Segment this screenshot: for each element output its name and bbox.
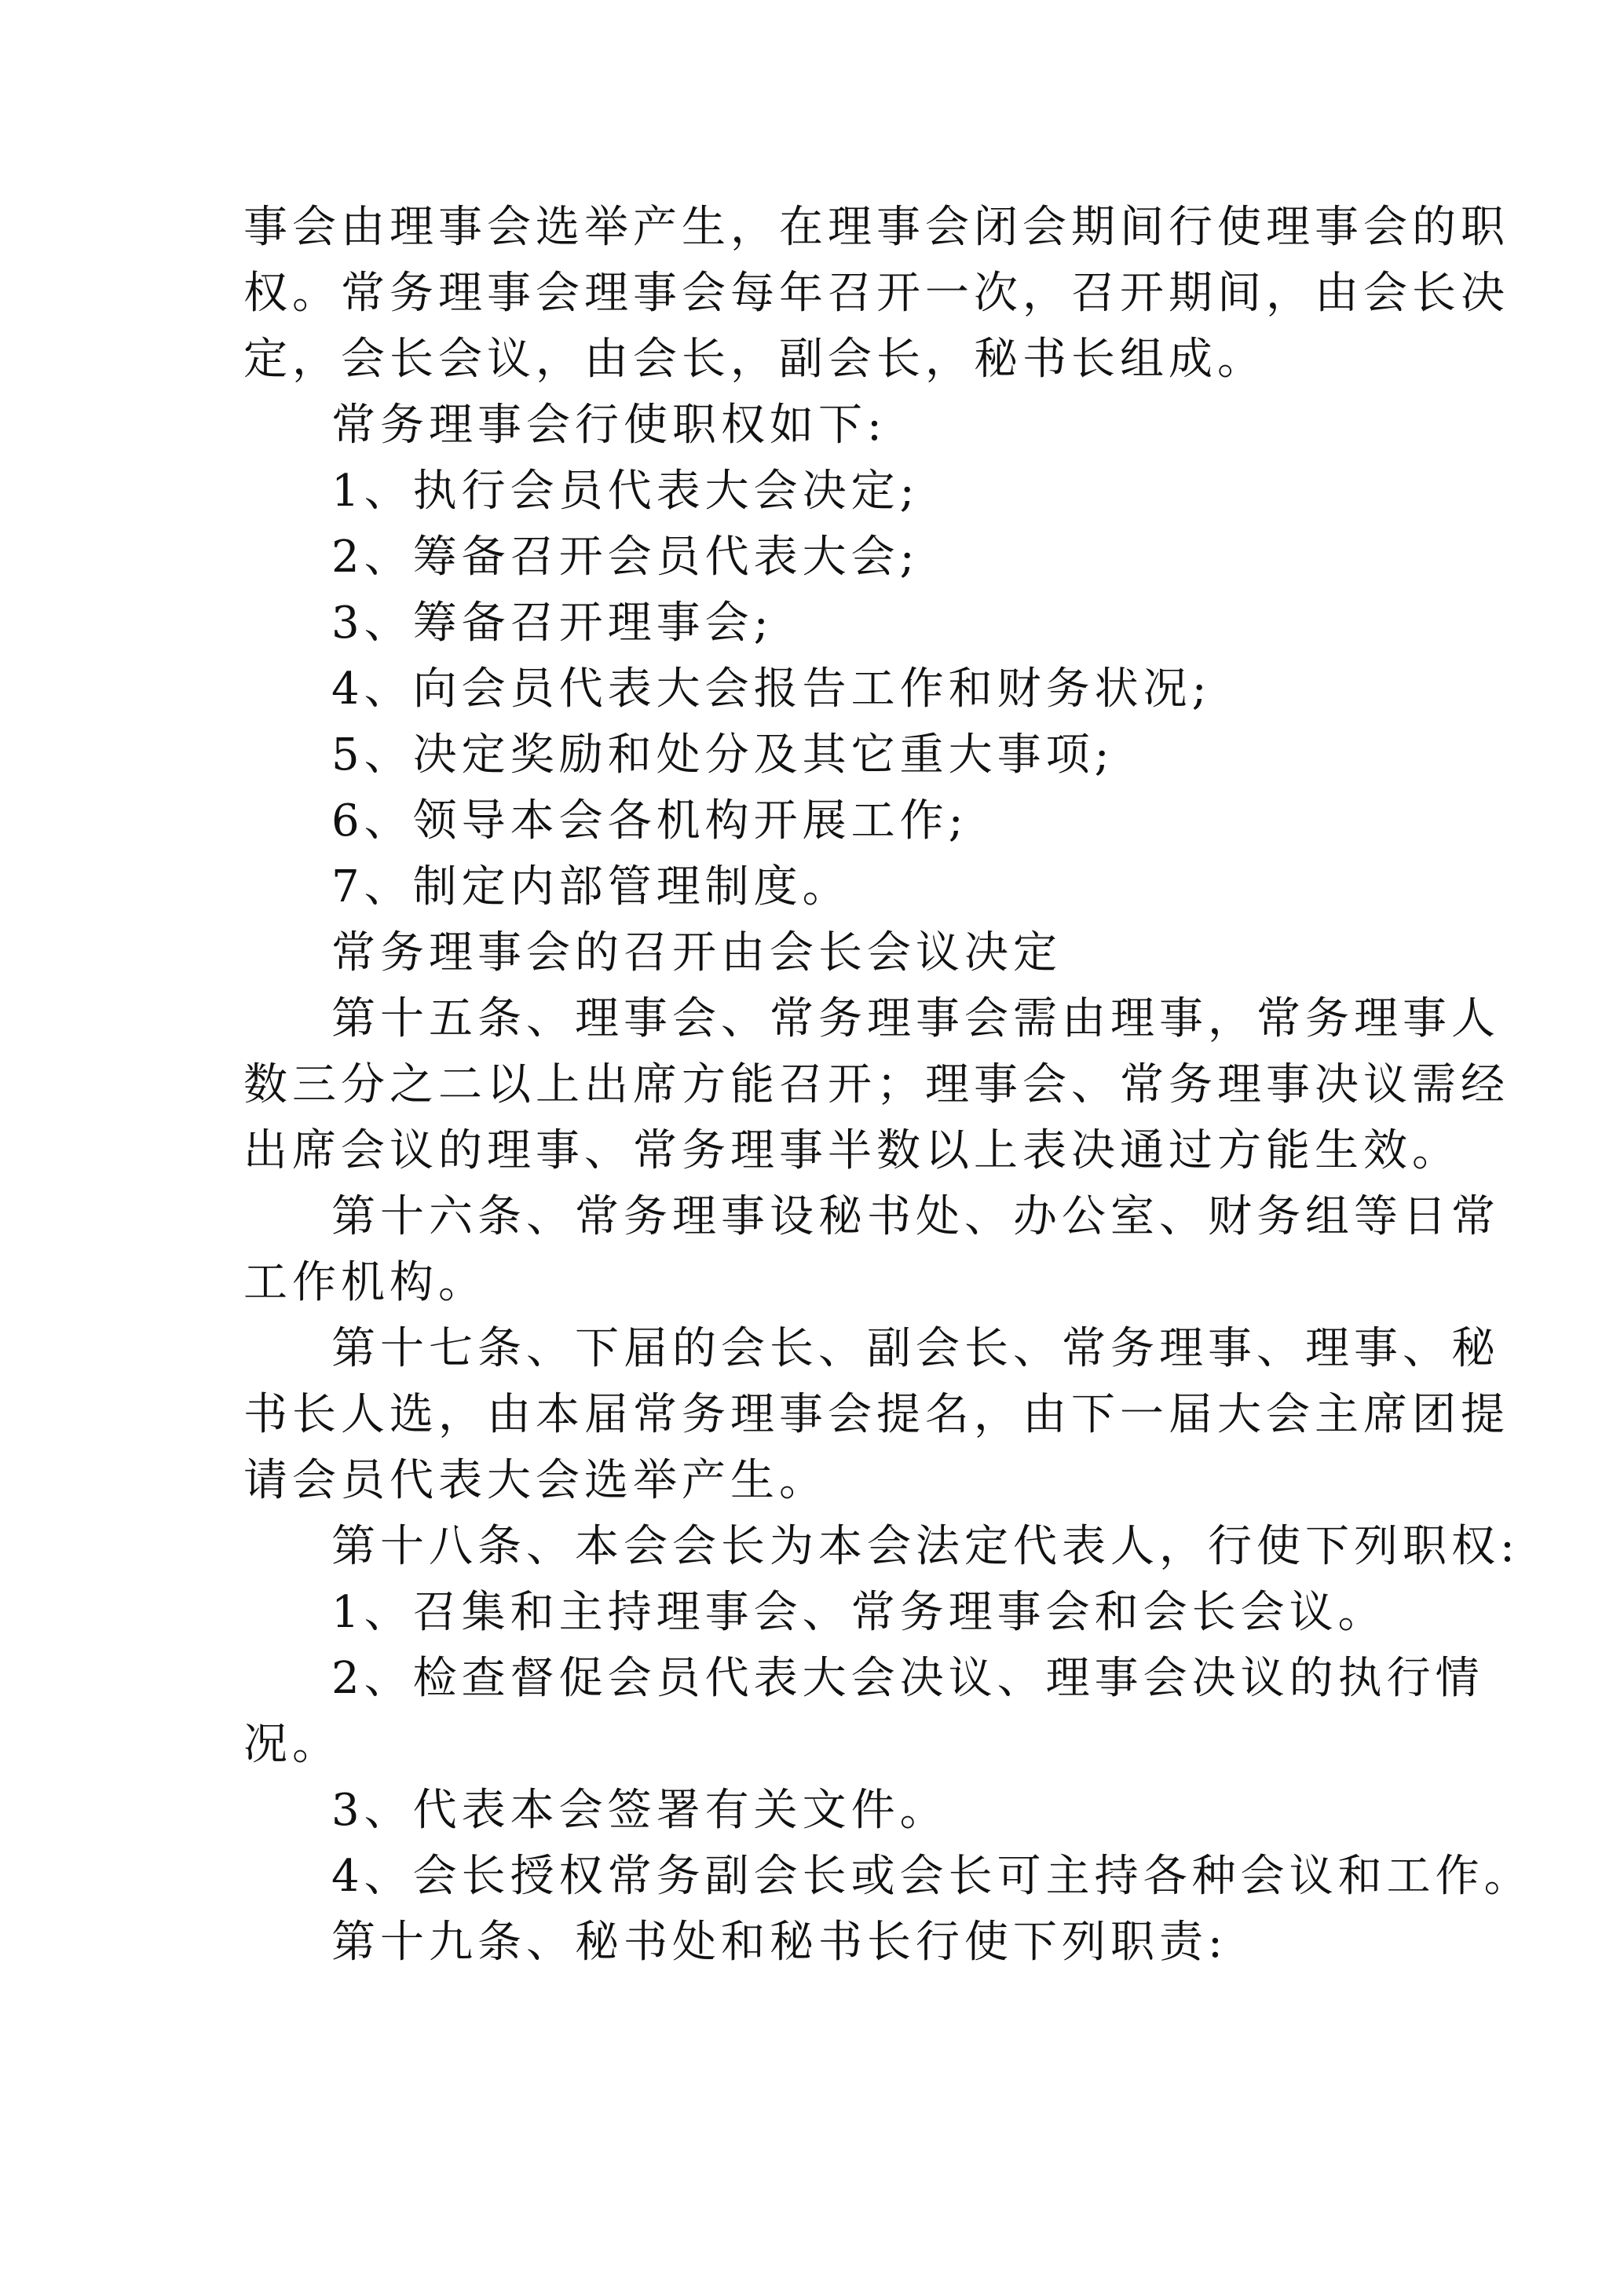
paragraph-line: 工作机构。 xyxy=(243,1257,487,1308)
paragraph-line: 出席会议的理事、常务理事半数以上表决通过方能生效。 xyxy=(243,1125,1461,1176)
paragraph-line: 权。常务理事会理事会每年召开一次，召开期间，由会长决 xyxy=(243,268,1509,319)
list-item: 2、筹备召开会员代表大会; xyxy=(331,532,920,583)
list-item: 4、会长授权常务副会长或会长可主持各种会议和工作。 xyxy=(331,1851,1533,1902)
paragraph-line: 常务理事会的召开由会长会议决定 xyxy=(331,927,1062,978)
list-item: 2、检查督促会员代表大会决议、理事会决议的执行情 xyxy=(331,1653,1484,1704)
article-heading-line: 第十五条、理事会、常务理事会需由理事，常务理事人 xyxy=(331,993,1500,1044)
list-item: 1、执行会员代表大会决定; xyxy=(331,466,920,517)
document-body xyxy=(243,195,1533,1976)
list-item: 6、领导本会各机构开展工作; xyxy=(331,795,968,846)
list-item: 3、代表本会签署有关文件。 xyxy=(331,1785,949,1836)
article-heading-line: 第十七条、下届的会长、副会长、常务理事、理事、秘 xyxy=(331,1323,1500,1374)
list-item: 3、筹备召开理事会; xyxy=(331,598,774,649)
paragraph-line: 请会员代表大会选举产生。 xyxy=(243,1455,828,1506)
paragraph-line: 定，会长会议，由会长，副会长，秘书长组成。 xyxy=(243,334,1266,385)
paragraph-line: 书长人选，由本届常务理事会提名，由下一届大会主席团提 xyxy=(243,1389,1509,1440)
list-item: 7、制定内部管理制度。 xyxy=(331,861,851,912)
paragraph-line: 数三分之二以上出席方能召开；理事会、常务理事决议需经 xyxy=(243,1059,1509,1110)
article-heading-line: 第十八条、本会会长为本会法定代表人，行使下列职权: xyxy=(331,1521,1520,1572)
article-heading-line: 第十九条、秘书处和秘书长行使下列职责: xyxy=(331,1917,1227,1968)
list-item: 5、决定奖励和处分及其它重大事项; xyxy=(331,729,1114,781)
article-heading-line: 第十六条、常务理事设秘书处、办公室、财务组等日常 xyxy=(331,1191,1500,1242)
paragraph-line: 况。 xyxy=(243,1719,341,1770)
list-item: 4、向会员代表大会报告工作和财务状况; xyxy=(331,664,1212,715)
paragraph-line: 常务理事会行使职权如下: xyxy=(331,400,887,451)
paragraph-line: 事会由理事会选举产生，在理事会闭会期间行使理事会的职 xyxy=(243,202,1509,253)
list-item: 1、召集和主持理事会、常务理事会和会长会议。 xyxy=(331,1587,1387,1638)
